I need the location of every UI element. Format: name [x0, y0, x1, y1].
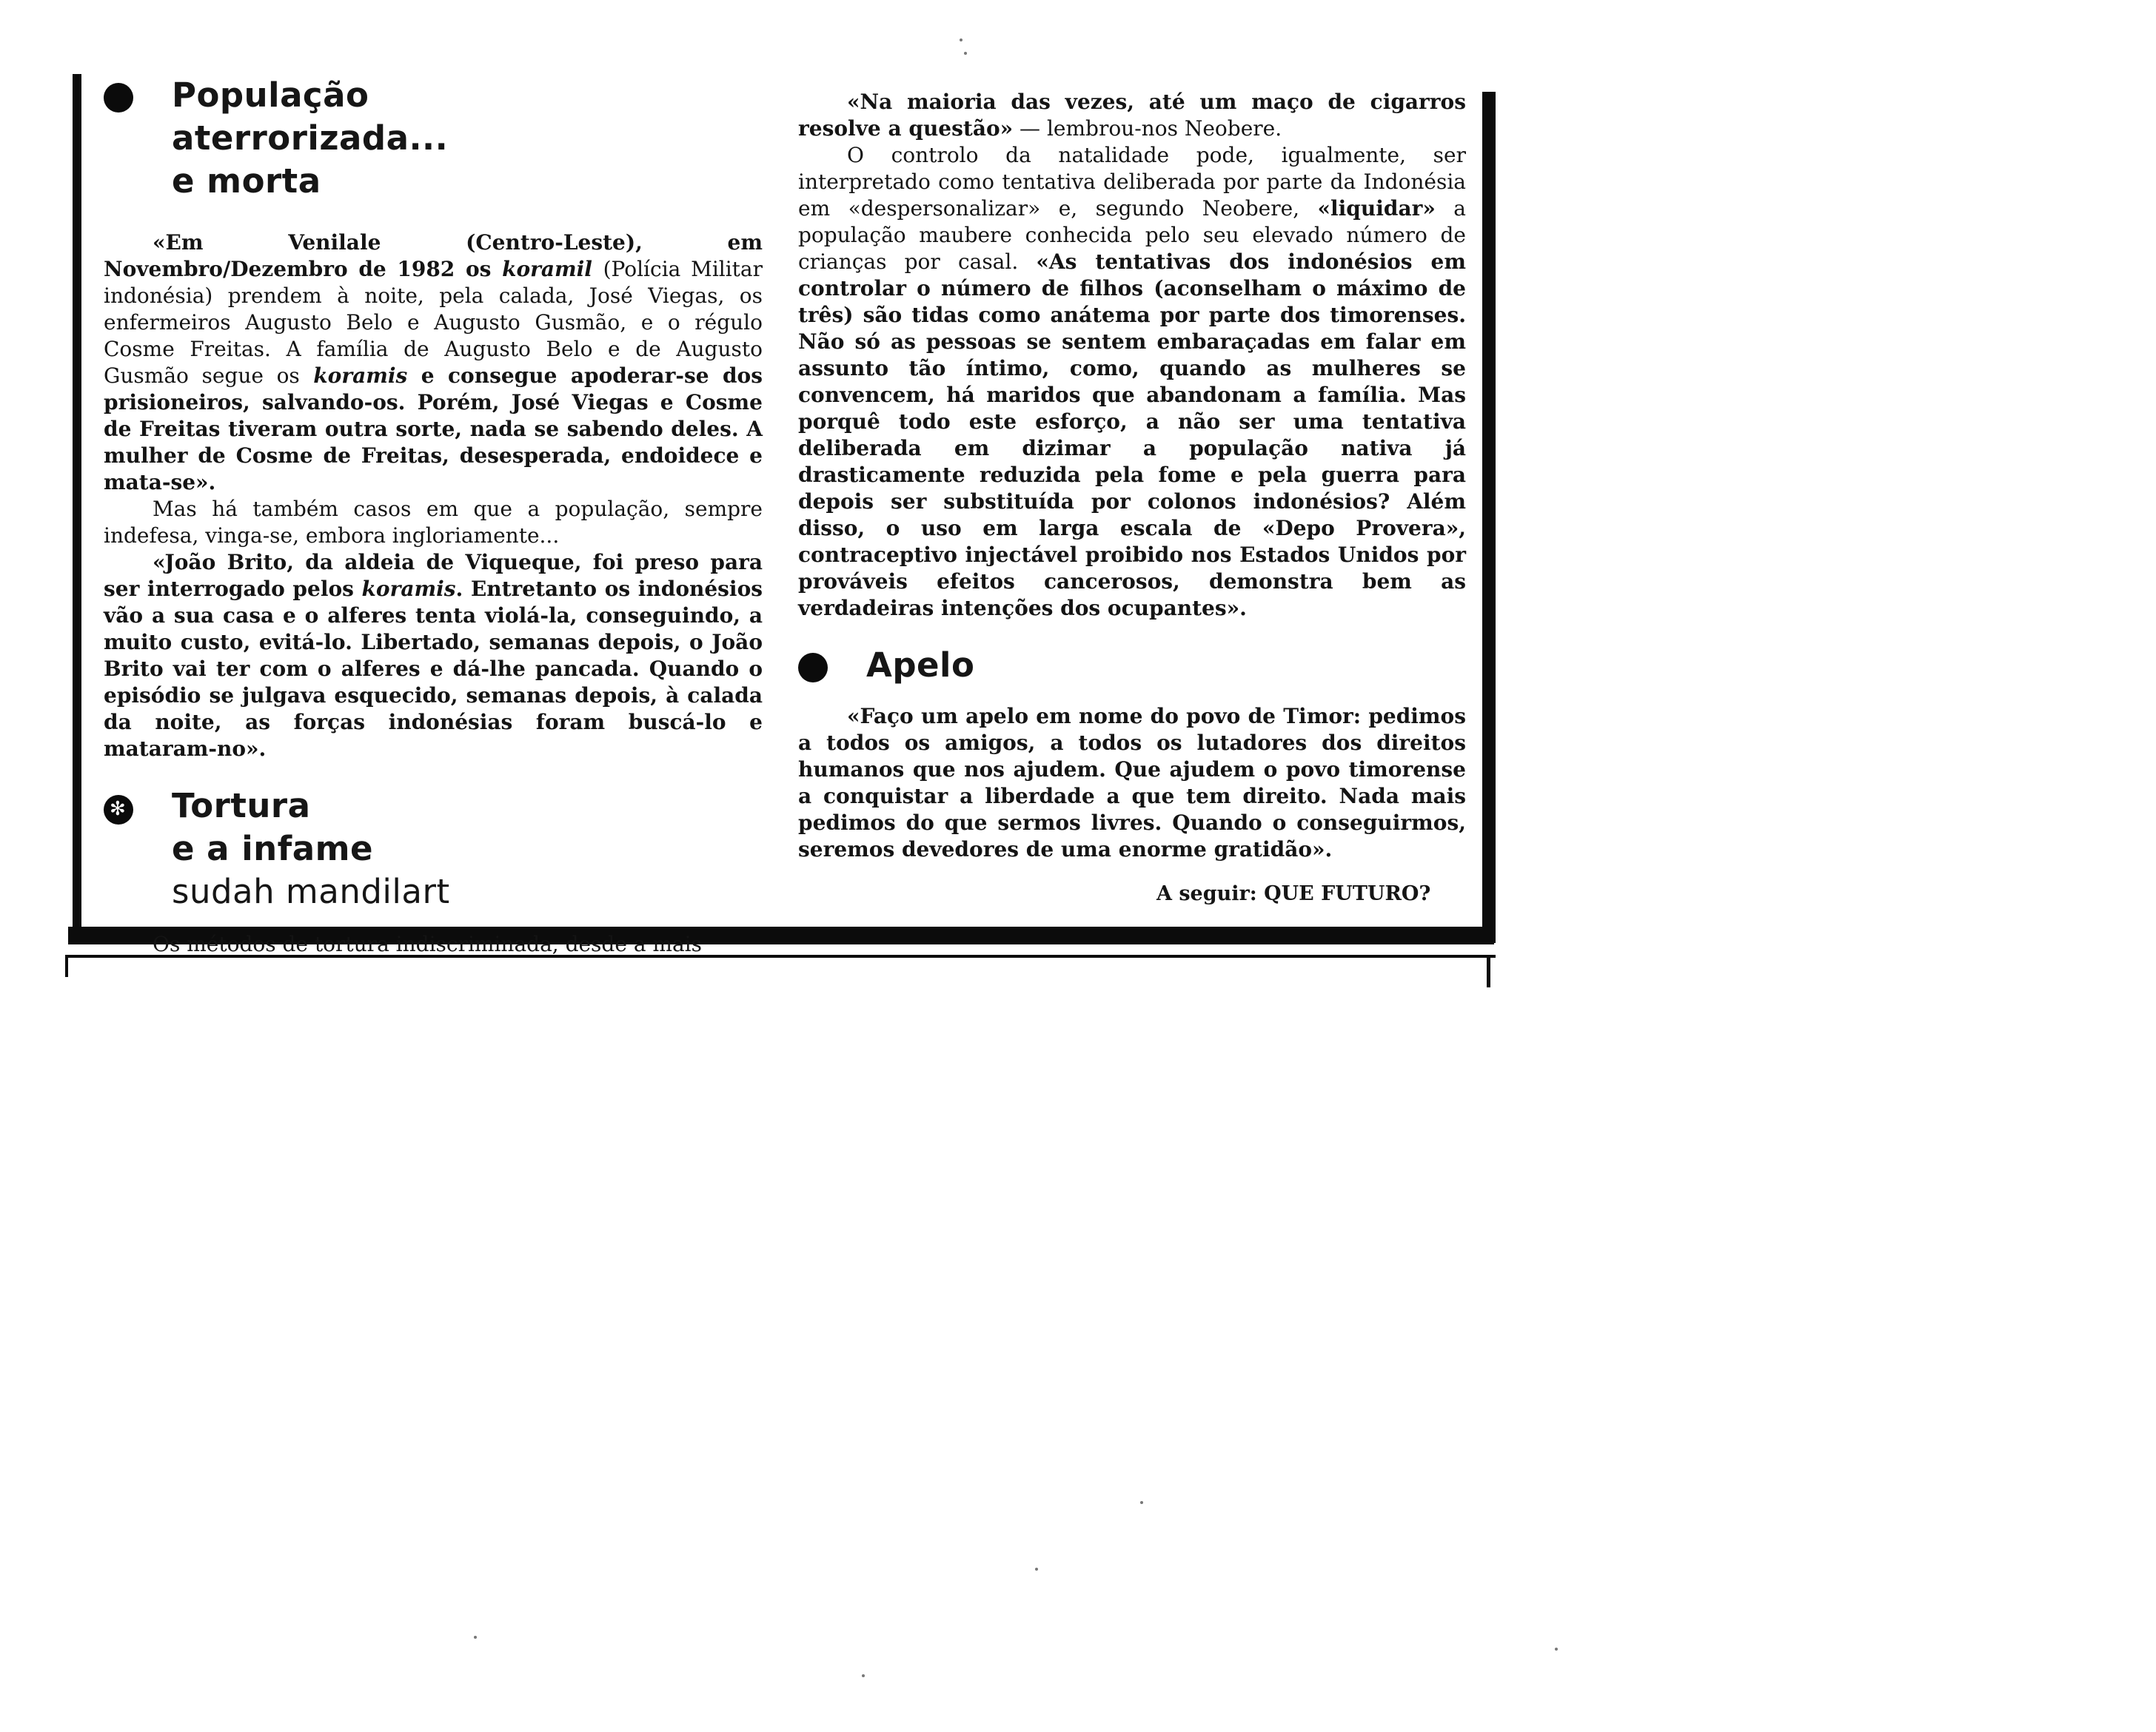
bullet-dot-icon — [104, 83, 133, 113]
paragraph-apelo: «Faço um apelo em nome do povo de Timor: pedimos a todos os amigos, a todos os lutadores dos direitos humanos que nos ajudem. Que ajudem o povo timorense a conquistar a liberdade a que tem direito. Nada mais pedimos do que sermos livres. Quando o conseguirmos, seremos devedores de uma enorme gratidão». — [798, 704, 1466, 862]
section-heading-populacao — [104, 74, 763, 203]
frame-right-rule — [1482, 92, 1496, 943]
text-run: «As tentativas dos indonésios em controlar o número de filhos (aconselham o máximo de três) são tidas como anátema por parte dos timorenses. Não só as pessoas se sentem embaraçadas em falar em assunto tão íntimo, como, quando as mulheres se convencem, há maridos que abandonam a família. Mas porquê todo este esforço, a não ser uma tentativa deliberada em dizimar a população nativa já drasticamente reduzida pela fome e pela guerra para depois ser substituída por colonos indonésios? Além disso, o uso em larga escala de «Depo Provera», contraceptivo injectável proibido nos Estados Unidos por prováveis efeitos cancerosos, demonstra bem as verdadeiras intenções dos ocupantes». — [798, 249, 1466, 620]
asterisk-bullet-icon — [104, 795, 133, 825]
scan-speck — [1140, 1501, 1143, 1504]
paragraph-casos: Mas há também casos em que a população, sempre indefesa, vinga-se, embora ingloriamente... — [104, 497, 763, 548]
paragraph-cigarros — [798, 89, 1466, 142]
lower-divider-right-tick — [1487, 955, 1490, 987]
paragraph-metodos: Os métodos de tortura indiscriminada, desde a mais — [153, 932, 702, 956]
scan-speck — [960, 38, 962, 41]
text-run-italic: koramil — [502, 257, 592, 281]
lower-divider-left-tick — [65, 955, 68, 977]
scan-speck — [862, 1674, 865, 1677]
heading-line: População — [172, 75, 369, 115]
scan-speck — [474, 1636, 477, 1639]
text-run-italic: koramis — [313, 363, 408, 388]
text-run: — lembrou-nos Neobere. — [1013, 116, 1282, 141]
paragraph-natalidade — [798, 142, 1466, 622]
text-run: «João Brito, da aldeia de Viqueque, foi preso para ser interrogado pelos — [104, 550, 763, 601]
text-run: «Na maioria das vezes, até um maço de cigarros resolve a questão» — [798, 90, 1466, 141]
text-run: «Em Venilale (Centro-Leste), em Novembro/Dezembro de 1982 os — [104, 230, 763, 281]
text-run: O controlo da natalidade pode, igualmente, ser interpretado como tentativa deliberada por parte da Indonésia em «despersonalizar» e, segundo Neobere, — [798, 143, 1466, 221]
text-run: «liquidar» — [1317, 196, 1436, 221]
heading-line: Tortura — [172, 786, 311, 825]
continued-next-label: A seguir: QUE FUTURO? — [1156, 882, 1431, 905]
text-run-italic: koramis — [361, 577, 456, 601]
scan-speck — [1035, 1568, 1038, 1571]
heading-line: e morta — [172, 161, 321, 201]
text-run: a população maubere conhecida pelo seu elevado número de crianças por casal. — [798, 196, 1466, 274]
paragraph-joao-brito — [104, 549, 763, 762]
heading-line: aterrorizada... — [172, 118, 449, 158]
scan-speck — [1555, 1648, 1558, 1651]
section-heading-tortura — [104, 785, 763, 913]
right-column — [798, 89, 1466, 863]
heading-line: sudah mandilart — [172, 872, 450, 911]
text-run: (Polícia Militar indonésia) prendem à noite, pela calada, José Viegas, os enfermeiros Augusto Belo e Augusto Gusmão, e o régulo Cosme Freitas. A família de Augusto Belo e de Augusto Gusmão segue os — [104, 257, 763, 388]
text-run: . Entretanto os indonésios vão a sua casa e o alferes tenta violá-la, conseguindo, a muito custo, evitá-lo. Libertado, semanas depois, o João Brito vai ter com o alferes e dá-lhe pancada. Quando o episódio se julgava esquecido, semanas depois, à calada da noite, as forças indonésias foram buscá-lo e mataram-no». — [104, 577, 763, 761]
text-run: e consegue apoderar-se dos prisioneiros, salvando-os. Porém, José Viegas e Cosme de Freitas tiveram outra sorte, nada se sabendo deles. A mulher de Cosme de Freitas, desesperada, endoidece e mata-se». — [104, 363, 763, 494]
paragraph-venilale — [104, 229, 763, 496]
left-column — [104, 74, 763, 958]
frame-left-rule — [73, 74, 81, 933]
bullet-dot-icon — [798, 653, 828, 682]
heading-line: Apelo — [866, 645, 975, 685]
scan-speck — [964, 52, 967, 55]
section-heading-apelo — [798, 644, 1466, 687]
heading-line: e a infame — [172, 829, 374, 868]
